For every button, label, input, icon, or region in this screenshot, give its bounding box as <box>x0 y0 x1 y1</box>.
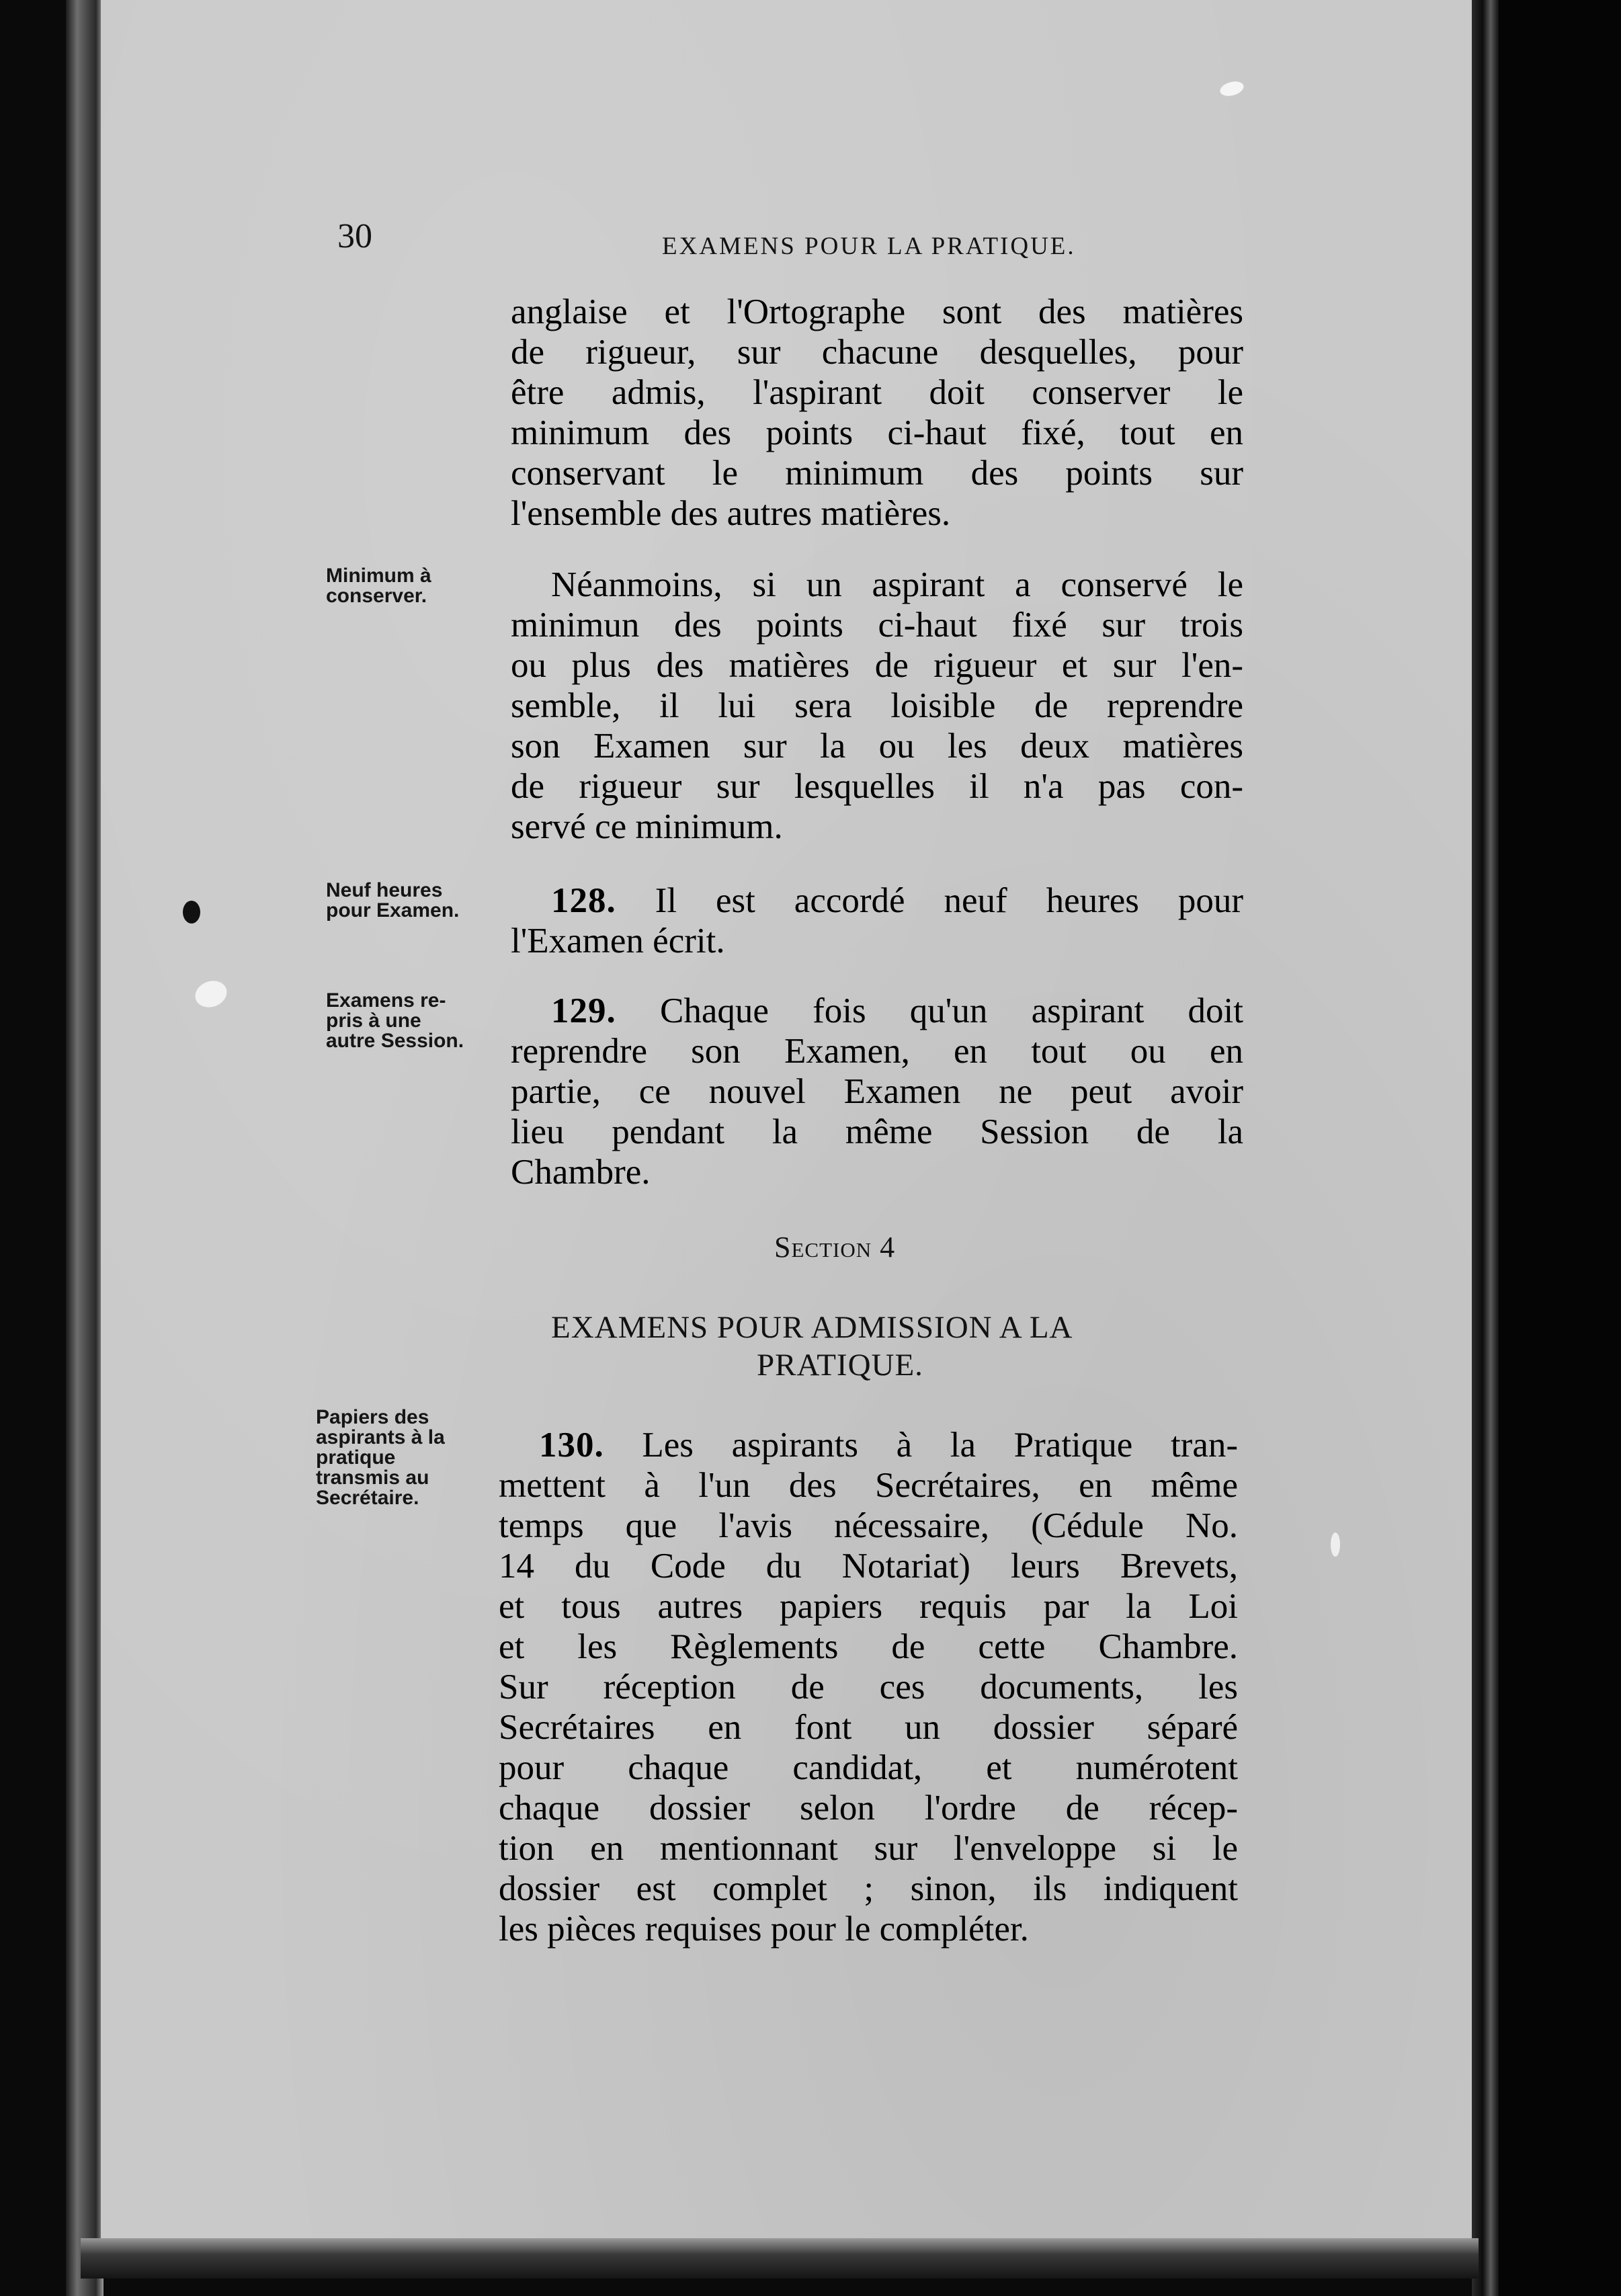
text-line <box>511 991 1243 1031</box>
text-line <box>511 880 1243 921</box>
text-line: l'Examen écrit. <box>511 921 725 960</box>
paragraph-minimum <box>511 565 1243 847</box>
text-line: les pièces requises pour le compléter. <box>499 1910 1029 1949</box>
text-line: de rigueur sur lesquelles il n'a pas con- <box>511 767 1243 806</box>
text-line: 14 du Code du Notariat) leurs Brevets, <box>499 1547 1238 1586</box>
scan-speck <box>183 901 200 924</box>
text-line: mettent à l'un des Secrétaires, en même <box>499 1466 1238 1505</box>
paragraph-number: 129. <box>551 991 616 1030</box>
text-line: partie, ce nouvel Examen ne peut avoir <box>511 1072 1243 1111</box>
paragraph-130 <box>499 1425 1238 1949</box>
text-line: conservant le minimum des points sur <box>511 454 1243 493</box>
text-line: temps que l'avis nécessaire, (Cédule No. <box>499 1506 1238 1545</box>
section-heading: Section 4 <box>774 1231 896 1264</box>
scan-right-border <box>1499 0 1621 2296</box>
margin-note-line: conserver. <box>326 585 427 607</box>
section-title-line1: EXAMENS POUR ADMISSION A LA <box>551 1310 1073 1345</box>
text-line: anglaise et l'Ortographe sont des matières <box>511 292 1243 331</box>
text-line: Néanmoins, si un aspirant a conservé le <box>551 565 1243 604</box>
running-head: EXAMENS POUR LA PRATIQUE. <box>662 233 1076 260</box>
page-right-edge <box>1472 0 1499 2296</box>
margin-note-130 <box>316 1407 445 1508</box>
paragraph-continuation <box>511 292 1243 534</box>
text-line: l'ensemble des autres matières. <box>511 494 951 533</box>
text-line: Chambre. <box>511 1153 651 1192</box>
scan-speck <box>1331 1532 1340 1557</box>
text-line: servé ce minimum. <box>511 807 783 846</box>
paragraph-number: 128. <box>551 881 616 920</box>
paragraph-129 <box>511 991 1243 1192</box>
margin-note-128 <box>326 880 459 921</box>
margin-note-line: Minimum à <box>326 565 431 587</box>
text-line: minimun des points ci-haut fixé sur trois <box>511 606 1243 645</box>
text-line: lieu pendant la même Session de la <box>511 1112 1243 1151</box>
paragraph-128 <box>511 880 1243 961</box>
text-line: reprendre son Examen, en tout ou en <box>511 1032 1243 1071</box>
margin-note-line: Secrétaire. <box>316 1487 419 1509</box>
text-line <box>499 1425 1238 1465</box>
margin-note-line: aspirants à la <box>316 1426 445 1448</box>
page-number: 30 <box>337 217 372 255</box>
text-line-content: Les aspirants à la Pratique tran- <box>642 1426 1239 1465</box>
margin-note-line: pratique <box>316 1446 396 1469</box>
paragraph-number: 130. <box>539 1426 604 1465</box>
text-line: minimum des points ci-haut fixé, tout en <box>511 413 1243 452</box>
margin-note-line: autre Session. <box>326 1030 464 1052</box>
text-line: pour chaque candidat, et numérotent <box>499 1748 1238 1787</box>
text-line: Secrétaires en font un dossier séparé <box>499 1708 1238 1747</box>
margin-note-line: Neuf heures <box>326 879 443 901</box>
text-line-content: Chaque fois qu'un aspirant doit <box>659 991 1244 1030</box>
section-title-line2: PRATIQUE. <box>757 1348 923 1383</box>
page-bottom-edge <box>81 2238 1479 2279</box>
text-line: et tous autres papiers requis par la Loi <box>499 1587 1238 1626</box>
text-line: dossier est complet ; sinon, ils indiquent <box>499 1869 1238 1908</box>
margin-note-129 <box>326 991 464 1051</box>
text-line: de rigueur, sur chacune desquelles, pour <box>511 333 1243 372</box>
text-line: Sur réception de ces documents, les <box>499 1668 1238 1707</box>
text-line: son Examen sur la ou les deux matières <box>511 727 1243 766</box>
book-spine-edge <box>66 0 103 2296</box>
margin-note-line: transmis au <box>316 1467 429 1489</box>
text-line: être admis, l'aspirant doit conserver le <box>511 373 1243 412</box>
text-line: chaque dossier selon l'ordre de récep- <box>499 1789 1238 1828</box>
text-line-content: Il est accordé neuf heures pour <box>655 881 1244 920</box>
text-line: ou plus des matières de rigueur et sur l'en- <box>511 646 1243 685</box>
text-line: tion en mentionnant sur l'enveloppe si le <box>499 1829 1238 1868</box>
margin-note-line: pour Examen. <box>326 899 460 921</box>
margin-note-line: Papiers des <box>316 1406 429 1428</box>
margin-note-minimum <box>326 566 431 606</box>
text-line: semble, il lui sera loisible de reprendre <box>511 686 1243 725</box>
margin-note-line: pris à une <box>326 1010 421 1032</box>
text-line: et les Règlements de cette Chambre. <box>499 1627 1238 1666</box>
margin-note-line: Examens re- <box>326 989 446 1012</box>
